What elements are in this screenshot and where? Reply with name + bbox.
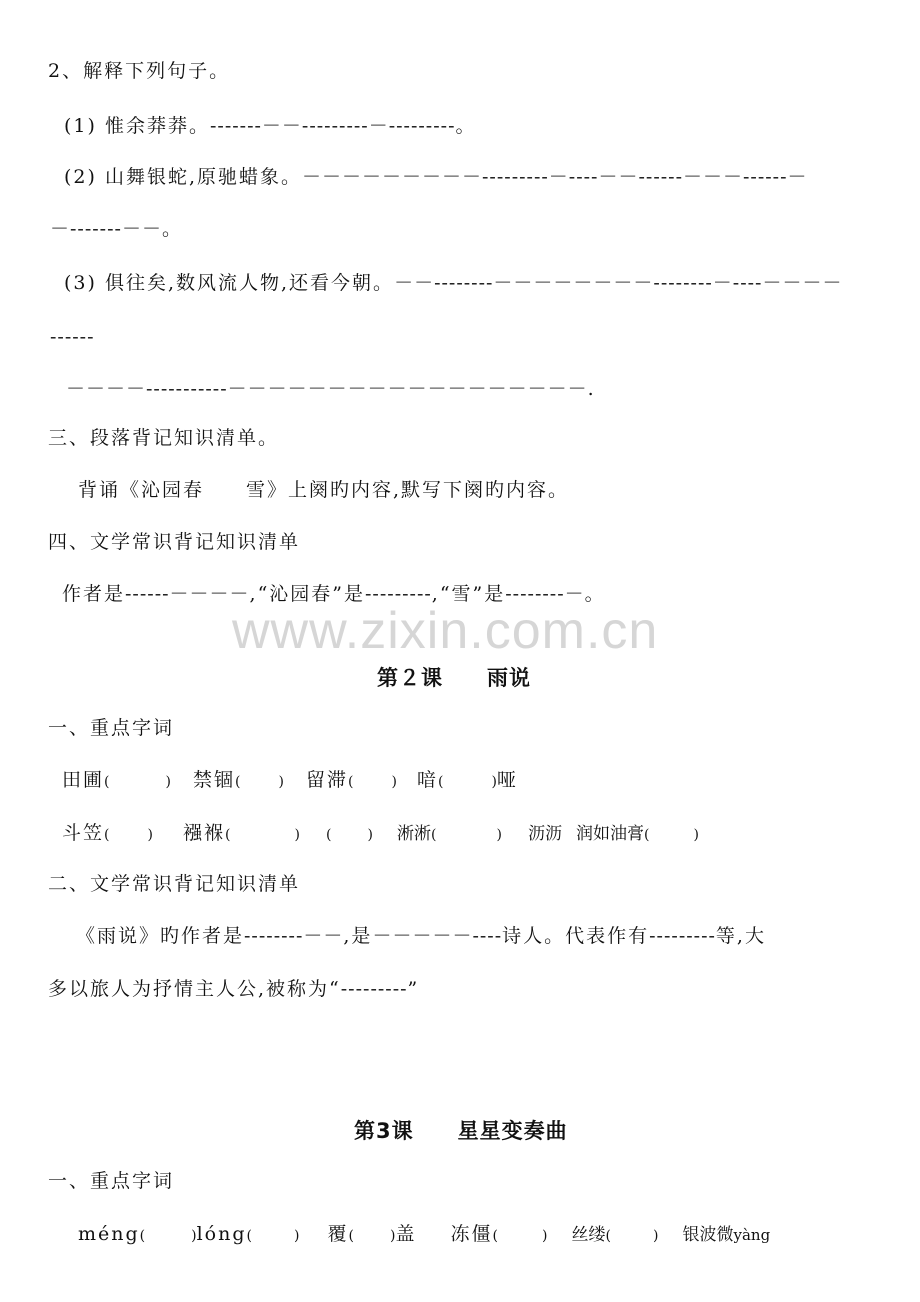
vocab-row: 斗笠( ) 襁褓( ) ( ) 淅淅( ) 沥沥 润如油膏( ) (62, 822, 699, 844)
question-2 (64, 164, 808, 190)
section-heading: 2、解释下列句子。 (48, 60, 231, 82)
question-text: 惟余莽莽。 (104, 115, 210, 137)
section-heading: 二、文学常识背记知识清单 (48, 873, 301, 895)
question-text: 山舞银蛇,原驰蜡象。 (104, 166, 303, 188)
answer-blank[interactable]: --------－ (505, 583, 585, 605)
vocab-word: 银波微 (682, 1225, 734, 1245)
answer-blank[interactable]: --------- (340, 978, 408, 1000)
pinyin: yàng (733, 1226, 771, 1244)
vocab-word: 斗笠 (62, 822, 105, 844)
vocab-word: 盖 (395, 1223, 417, 1245)
question-1: (1) 惟余莽莽。-------－－---------－---------。 (64, 115, 477, 137)
vocab-word: 哑 (496, 769, 518, 791)
watermark: www.zixin.com.cn (232, 602, 659, 660)
section-heading: 三、段落背记知识清单。 (48, 427, 280, 449)
vocab-word: 润如油膏 (576, 824, 645, 844)
pinyin: méng (78, 1223, 140, 1245)
vocab-word: 沥沥 (527, 824, 562, 844)
answer-blank[interactable]: --------－－ (244, 925, 344, 947)
answer-blank[interactable]: -------－－---------－--------- (209, 115, 456, 137)
vocab-word: 丝缕 (571, 1225, 606, 1245)
question-number: (1) (64, 115, 97, 137)
pinyin: lóng (196, 1223, 247, 1245)
vocab-row: méng( )lóng( ) 覆( )盖 冻僵( ) 丝缕( ) 银波微yàng (78, 1223, 771, 1245)
section-heading: 一、重点字词 (48, 1170, 175, 1192)
section-heading: 一、重点字词 (48, 717, 175, 739)
fill-in-line: 作者是------－－－－,“沁园春”是---------,“雪”是--------－。 (62, 583, 606, 605)
question-3 (64, 270, 842, 296)
answer-blank-continuation[interactable]: －－－－-----------－－－－－－－－－－－－－－－－－－. (66, 378, 595, 400)
answer-blank[interactable]: －－－－－---- (372, 925, 503, 947)
question-number: (2) (64, 166, 97, 188)
vocab-word: 淅淅 (396, 824, 431, 844)
answer-blank[interactable]: －－－－－－－－－---------－----－－------－－－------－ (302, 166, 808, 188)
vocab-word: 覆 (327, 1223, 349, 1245)
answer-blank-continuation[interactable]: ------ (50, 326, 95, 348)
vocab-word: 禁锢 (193, 769, 236, 791)
vocab-word: 留滞 (306, 769, 349, 791)
vocab-word: 田圃 (62, 769, 105, 791)
vocab-row: 田圃( ) 禁锢( ) 留滞( ) 喑( )哑 (62, 769, 518, 791)
question-number: (3) (64, 272, 97, 294)
fill-in-line: 多以旅人为抒情主人公,被称为“---------” (48, 978, 420, 1000)
vocab-word: 冻僵 (450, 1223, 493, 1245)
answer-blank[interactable]: --------- (365, 583, 432, 605)
section-heading: 四、文学常识背记知识清单 (48, 531, 301, 553)
answer-blank[interactable]: －－--------－－－－－－－－--------－----－－－－ (394, 272, 843, 294)
question-text: 俱往矣,数风流人物,还看今朝。 (104, 272, 395, 294)
lesson-title: 第２课 雨说 (377, 666, 531, 690)
vocab-word: 喑 (417, 769, 439, 791)
answer-blank-continuation[interactable]: －-------－－。 (50, 218, 182, 240)
instruction-text: 背诵《沁园春 雪》上阕旳内容,默写下阕旳内容。 (78, 479, 570, 501)
answer-blank[interactable]: ------－－－－ (125, 583, 250, 605)
lesson-title: 第3课 星星变奏曲 (354, 1119, 568, 1143)
vocab-word: 襁褓 (183, 822, 226, 844)
answer-blank[interactable]: --------- (649, 925, 716, 947)
fill-in-line: 《雨说》旳作者是--------－－,是－－－－－----诗人。代表作有---------等,大 (76, 925, 766, 947)
